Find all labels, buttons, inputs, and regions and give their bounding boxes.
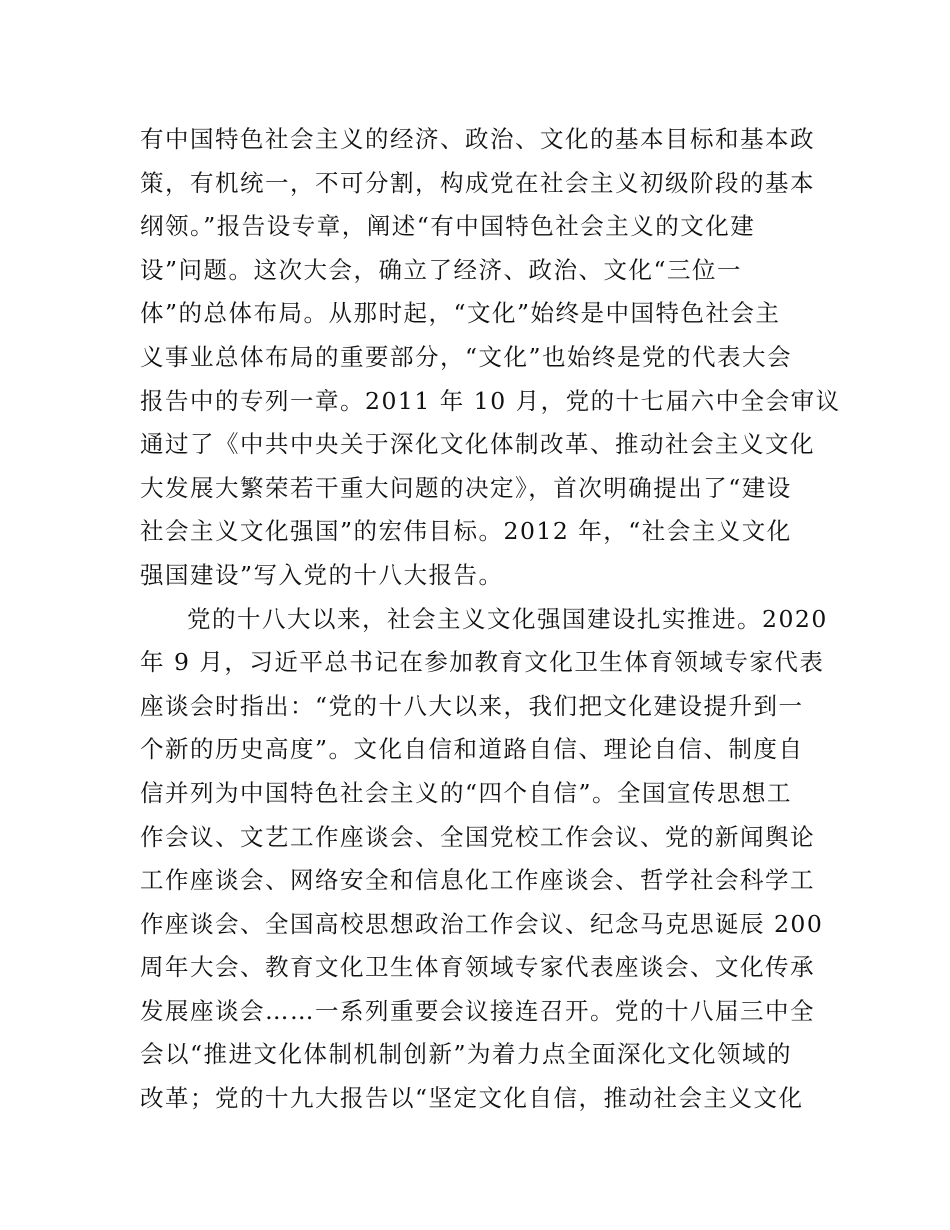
text-line: 改革；党的十九大报告以“坚定文化自信，推动社会主义文化: [140, 1084, 804, 1113]
text-line: 会以“推进文化体制机制创新”为着力点全面深化文化领域的: [140, 1040, 793, 1069]
text-line: 个新的历史高度”。文化自信和道路自信、理论自信、制度自: [140, 735, 804, 764]
text-line: 党的十八大以来，社会主义文化强国建设扎实推进。2020: [187, 604, 828, 633]
text-line: 报告中的专列一章。2011 年 10 月，党的十七届六中全会审议: [140, 386, 841, 415]
text-line: 强国建设”写入党的十八大报告。: [140, 560, 504, 589]
text-line: 发展座谈会……一系列重要会议接连召开。党的十八届三中全: [140, 996, 815, 1025]
text-line: 纲领。”报告设专章，阐述“有中国特色社会主义的文化建: [140, 212, 756, 241]
text-line: 通过了《中共中央关于深化文化体制改革、推动社会主义文化: [140, 430, 815, 459]
text-line: 设”问题。这次大会，确立了经济、政治、文化“三位一: [140, 255, 743, 284]
body-text: [140, 118, 841, 1121]
paragraph-1: [140, 118, 841, 598]
text-line: 策，有机统一，不可分割，构成党在社会主义初级阶段的基本: [140, 168, 815, 197]
text-line: 作座谈会、全国高校思想政治工作会议、纪念马克思诞辰 200: [140, 909, 824, 938]
text-line: 义事业总体布局的重要部分，“文化”也始终是党的代表大会: [140, 342, 793, 371]
text-line: 工作座谈会、网络安全和信息化工作座谈会、哲学社会科学工: [140, 866, 815, 895]
text-line: 周年大会、教育文化卫生体育领域专家代表座谈会、文化传承: [140, 953, 815, 982]
text-line: 体”的总体布局。从那时起，“文化”始终是中国特色社会主: [140, 299, 781, 328]
text-line: 信并列为中国特色社会主义的“四个自信”。全国宣传思想工: [140, 778, 793, 807]
text-line: 大发展大繁荣若干重大问题的决定》，首次明确提出了“建设: [140, 473, 792, 502]
text-line: 社会主义文化强国”的宏伟目标。2012 年，“社会主义文化: [140, 517, 792, 546]
text-line: 座谈会时指出：“党的十八大以来，我们把文化建设提升到一: [140, 691, 804, 720]
text-line: 作会议、文艺工作座谈会、全国党校工作会议、党的新闻舆论: [140, 822, 815, 851]
paragraph-2: [140, 598, 828, 1121]
text-line: 年 9 月，习近平总书记在参加教育文化卫生体育领域专家代表: [140, 648, 825, 677]
text-line: 有中国特色社会主义的经济、政治、文化的基本目标和基本政: [140, 125, 815, 153]
